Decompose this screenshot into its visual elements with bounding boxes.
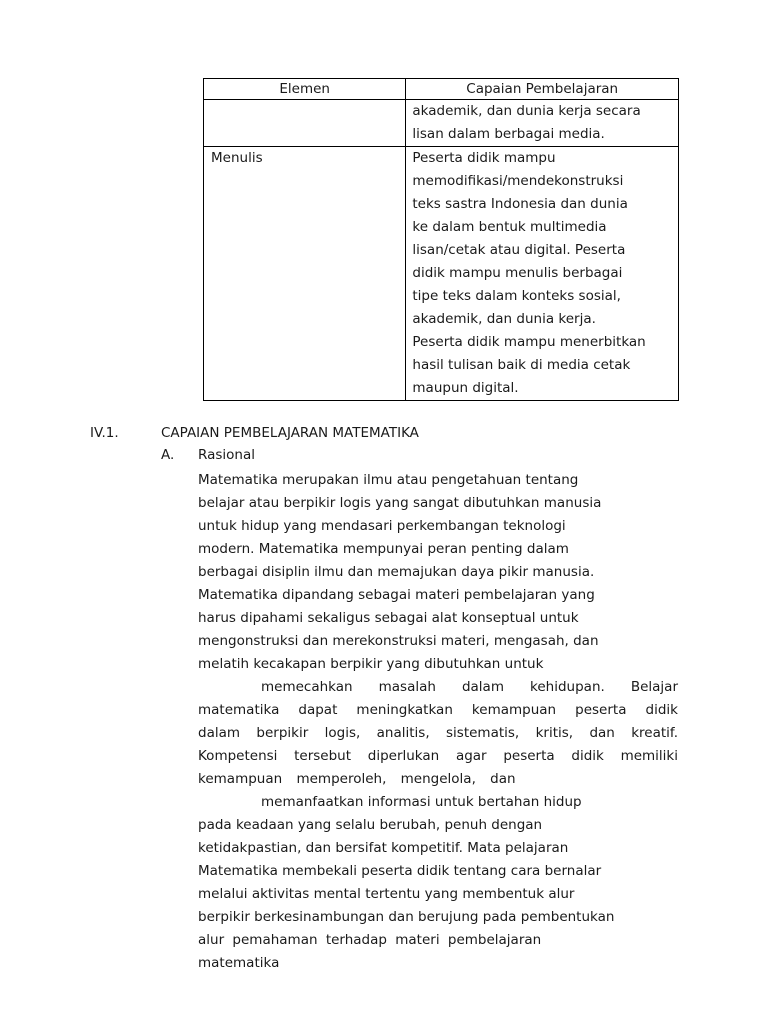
paragraph-line: modern. Matematika mempunyai peran penting dalam	[198, 541, 569, 557]
paragraph-line: belajar atau berpikir logis yang sangat dibutuhkan manusia	[198, 495, 602, 511]
outcome-line: Peserta didik mampu	[412, 150, 556, 166]
outcome-line: lisan dalam berbagai media.	[412, 126, 605, 142]
paragraph-line: dalam berpikir logis, analitis, sistematis, kritis, dan kreatif.	[198, 725, 678, 741]
header-capaian: Capaian Pembelajaran	[406, 79, 679, 100]
outcome-line: ke dalam bentuk multimedia	[412, 219, 607, 235]
outcome-line: hasil tulisan baik di media cetak	[412, 357, 631, 373]
row-element-cell: Menulis	[204, 147, 406, 401]
paragraph-line: melatih kecakapan berpikir yang dibutuhkan untuk	[198, 656, 544, 672]
section-title: CAPAIAN PEMBELAJARAN MATEMATIKA	[161, 425, 419, 441]
paragraph-line: harus dipahami sekaligus sebagai alat konseptual untuk	[198, 610, 579, 626]
paragraph-line: berpikir berkesinambungan dan berujung pada pembentukan	[198, 909, 615, 925]
header-elemen: Elemen	[204, 79, 406, 100]
row-outcome-cell	[406, 100, 679, 147]
outcome-line: didik mampu menulis berbagai	[412, 265, 623, 281]
outcome-line: tipe teks dalam konteks sosial,	[412, 288, 621, 304]
paragraph-line: matematika	[198, 955, 280, 971]
row-outcome-cell	[406, 147, 679, 401]
section-number: IV.1.	[90, 425, 119, 441]
paragraph-line: alur pemahaman terhadap materi pembelajaran	[198, 932, 542, 948]
paragraph-line: mengonstruksi dan merekonstruksi materi, mengasah, dan	[198, 633, 599, 649]
outcome-line: akademik, dan dunia kerja secara	[412, 103, 641, 119]
paragraph-line: melalui aktivitas mental tertentu yang membentuk alur	[198, 886, 575, 902]
paragraph-line: memanfaatkan informasi untuk bertahan hidup	[261, 794, 582, 810]
paragraph-line: ketidakpastian, dan bersifat kompetitif. Mata pelajaran	[198, 840, 569, 856]
paragraph-line: berbagai disiplin ilmu dan memajukan daya pikir manusia.	[198, 564, 595, 580]
outcome-line: Peserta didik mampu menerbitkan	[412, 334, 646, 350]
paragraph-line: pada keadaan yang selalu berubah, penuh dengan	[198, 817, 543, 833]
rationale-paragraph	[198, 469, 678, 975]
paragraph-line: kemampuan memperoleh, mengelola, dan	[198, 771, 516, 787]
paragraph-line: Kompetensi tersebut diperlukan agar peserta didik memiliki	[198, 748, 678, 764]
subsection-title: Rasional	[198, 447, 255, 463]
subsection-letter: A.	[161, 447, 175, 463]
paragraph-line: Matematika membekali peserta didik tentang cara bernalar	[198, 863, 602, 879]
table-header-row	[204, 79, 679, 100]
outcome-line: akademik, dan dunia kerja.	[412, 311, 596, 327]
paragraph-line: matematika dapat meningkatkan kemampuan peserta didik	[198, 702, 678, 718]
paragraph-line: memecahkan masalah dalam kehidupan. Belajar	[261, 679, 678, 695]
row-element-cell	[204, 100, 406, 147]
outcome-line: maupun digital.	[412, 380, 519, 396]
outcome-line: memodifikasi/mendekonstruksi	[412, 173, 624, 189]
learning-outcomes-table	[203, 78, 679, 401]
paragraph-line: Matematika merupakan ilmu atau pengetahuan tentang	[198, 472, 579, 488]
outcome-line: teks sastra Indonesia dan dunia	[412, 196, 628, 212]
paragraph-line: Matematika dipandang sebagai materi pembelajaran yang	[198, 587, 595, 603]
table-row	[204, 147, 679, 401]
table-row	[204, 100, 679, 147]
paragraph-line: untuk hidup yang mendasari perkembangan teknologi	[198, 518, 566, 534]
outcome-line: lisan/cetak atau digital. Peserta	[412, 242, 626, 258]
